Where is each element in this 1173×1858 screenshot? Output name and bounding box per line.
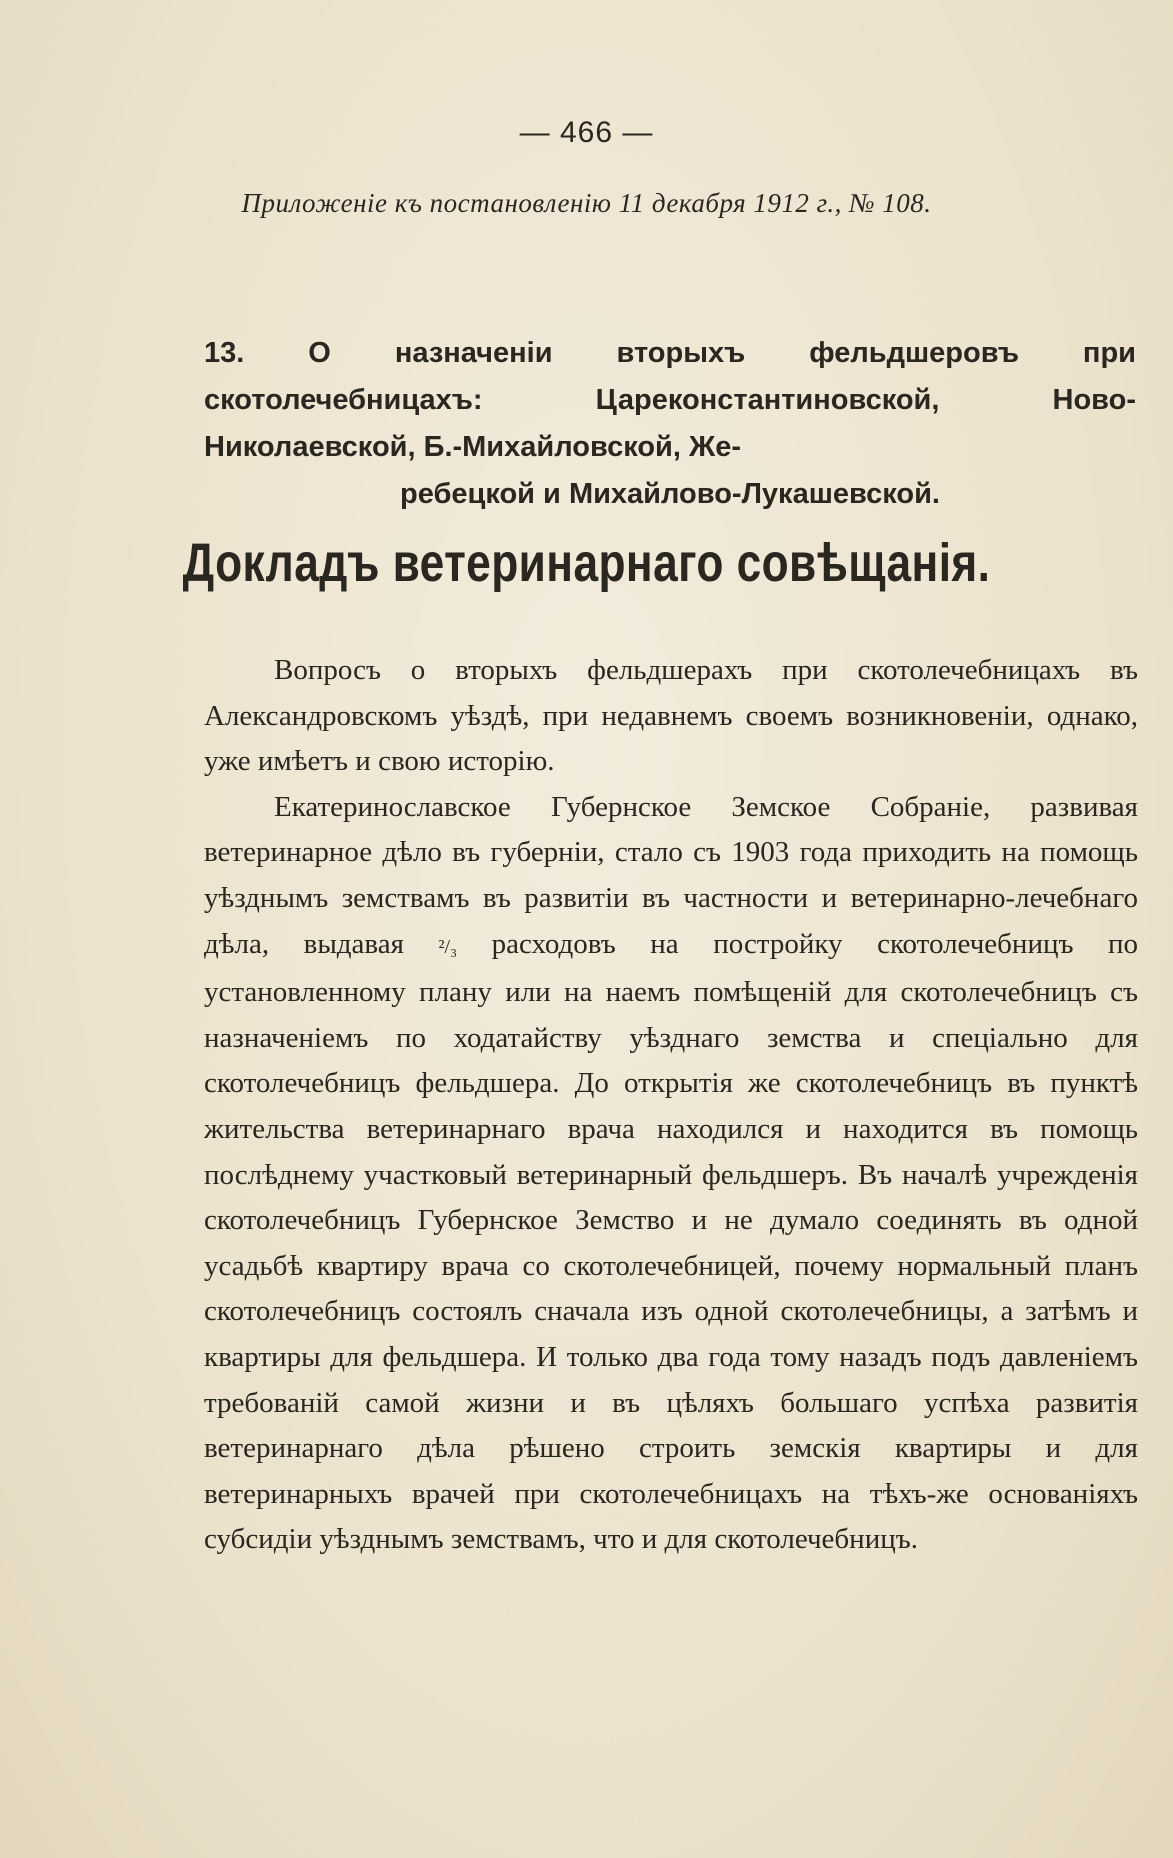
body-text: [204, 648, 1138, 1563]
report-title: Докладъ ветеринарнаго совѣщанія.: [182, 533, 991, 593]
page-number: — 466 —: [519, 116, 654, 149]
section-heading-last-line: ребецкой и Михайлово-Лукашевской.: [400, 478, 940, 510]
paragraph-1: Вопросъ о вторыхъ фельдшерахъ при скотолечебницахъ въ Александровскомъ уѣздѣ, при недавнемъ своемъ возникновеніи, однако, уже имѣетъ и свою исторію.: [204, 654, 1138, 778]
fraction-two-thirds: ²/₃: [438, 935, 458, 958]
appendix-note: Приложеніе къ постановленію 11 декабря 1912 г., № 108.: [241, 188, 932, 218]
paragraph-2-part-1: Екатеринославское Губернское Земское Собраніе, развивая ветеринарное дѣло въ губерніи, стало съ 1903 года приходить на помощь уѣзднымъ земствамъ въ развитіи въ частности и ветеринарно-лечебнаго дѣла, выдавая: [204, 790, 1138, 960]
paragraph-2: [204, 785, 1138, 1563]
paragraph-2-part-2: расходовъ на постройку скотолечебницъ по установленному плану или на наемъ помѣщеній для скотолечебницъ съ назначеніемъ по ходатайству уѣзднаго земства и спеціально для скотолечебницъ фельдшера. До открытія же скотолечебницъ въ пунктѣ жительства ветеринарнаго врача находился и находится въ помощь послѣднему участковый ветеринарный фельдшеръ. Въ началѣ учрежденія скотолечебницъ Губернское Земство и не думало соединять въ одной усадьбѣ квартиру врача со скотолечебницей, почему нормальный планъ скотолечебницъ состоялъ сначала изъ одной скотолечебницы, а затѣмъ и квартиры для фельдшера. И только два года тому назадъ подъ давленіемъ требованій самой жизни и въ цѣляхъ большаго успѣха развитія ветеринарнаго дѣла рѣшено строить земскія квартиры и для ветеринарныхъ врачей при скотолечебницахъ на тѣхъ-же основаніяхъ субсидіи уѣзднымъ земствамъ, что и для скотолечебницъ.: [204, 927, 1139, 1556]
section-heading-main: 13. О назначеніи вторыхъ фельдшеровъ при скотолечебницахъ: Цареконстантиновской, Ново-Николаевской, Б.-Михайловской, Же-: [204, 337, 1136, 463]
section-heading: [204, 330, 1136, 518]
